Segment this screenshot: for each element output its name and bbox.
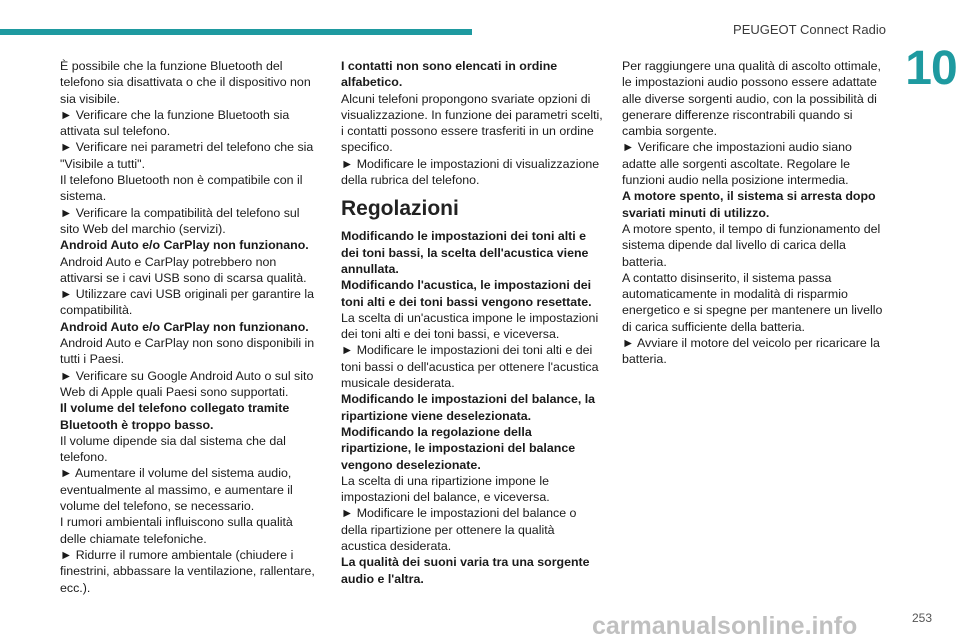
paragraph: Android Auto e CarPlay potrebbero non attivarsi se i cavi USB sono di scarsa qualità. (60, 254, 307, 285)
column-2-intro (341, 58, 603, 188)
column-3 (622, 58, 884, 368)
paragraph: ► Verificare su Google Android Auto o sul sito Web di Apple quali Paesi sono supportati. (60, 368, 314, 399)
paragraph: I rumori ambientali influiscono sulla qualità delle chiamate telefoniche. (60, 515, 293, 546)
header-accent-bar (0, 29, 472, 35)
paragraph: ► Verificare nei parametri del telefono che sia "Visibile a tutti". (60, 140, 314, 171)
paragraph: ► Modificare le impostazioni del balance o della ripartizione per ottenere la qualità acustica desiderata. (341, 506, 577, 554)
paragraph-heading: I contatti non sono elencati in ordine alfabetico. (341, 59, 558, 90)
paragraph-heading: Modificando le impostazioni dei toni alti e dei toni bassi, la scelta dell'acustica viene annullata. (341, 229, 589, 276)
paragraph-heading: Modificando l'acustica, le impostazioni dei toni alti e dei toni bassi vengono resettate. (341, 278, 592, 309)
column-1 (60, 58, 322, 596)
section-title: Regolazioni (341, 197, 459, 221)
paragraph-heading: Modificando le impostazioni del balance, la ripartizione viene deselezionata. (341, 392, 596, 423)
paragraph-heading: Android Auto e/o CarPlay non funzionano. (60, 238, 309, 253)
paragraph: ► Aumentare il volume del sistema audio, eventualmente al massimo, e aumentare il volume del telefono, se necessario. (60, 466, 293, 514)
paragraph: ► Modificare le impostazioni dei toni alti e dei toni bassi o dell'acustica per ottenere l'acustica musicale desiderata. (341, 343, 599, 391)
paragraph: Per raggiungere una qualità di ascolto ottimale, le impostazioni audio possono essere adattate alle diverse sorgenti audio, con la possibilità di generare differenze riscontrabili quando si cambia sorgente. (622, 59, 881, 139)
paragraph: Il volume dipende sia dal sistema che dal telefono. (60, 433, 286, 465)
paragraph: ► Utilizzare cavi USB originali per garantire la compatibilità. (60, 287, 314, 318)
paragraph: A motore spento, il tempo di funzionamento del sistema dipende dal livello di carica della batteria. (622, 221, 881, 269)
column-2 (341, 58, 603, 587)
header-title: PEUGEOT Connect Radio (733, 22, 886, 37)
page-number: 253 (911, 611, 932, 625)
paragraph: ► Verificare che impostazioni audio siano adatte alle sorgenti ascoltate. Regolare le funzioni audio nella posizione intermedia. (622, 140, 852, 188)
paragraph-heading: Modificando la regolazione della ripartizione, le impostazioni del balance vengono deselezionate. (341, 424, 576, 472)
paragraph: ► Avviare il motore del veicolo per ricaricare la batteria. (622, 336, 880, 367)
paragraph: ► Verificare che la funzione Bluetooth sia attivata sul telefono. (60, 107, 290, 139)
paragraph: ► Verificare la compatibilità del telefono sul sito Web del marchio (servizi). (60, 205, 300, 236)
paragraph: ► Ridurre il rumore ambientale (chiudere i finestrini, abbassare la ventilazione, rallentare, ecc.). (60, 547, 315, 595)
paragraph-heading: Android Auto e/o CarPlay non funzionano. (60, 319, 309, 334)
paragraph: A contatto disinserito, il sistema passa automaticamente in modalità di risparmio energetico e si spegne per mantenere un livello di carica sufficiente della batteria. (622, 270, 883, 334)
column-2-body (341, 228, 603, 587)
paragraph: Android Auto e CarPlay non sono disponibili in tutti i Paesi. (60, 336, 315, 367)
paragraph: La scelta di una ripartizione impone le impostazioni del balance, e viceversa. (341, 473, 550, 505)
paragraph: Alcuni telefoni propongono svariate opzioni di visualizzazione. In funzione dei parametri scelti, i contatti possono essere trasferiti in un ordine specifico. (341, 91, 603, 155)
paragraph-heading: A motore spento, il sistema si arresta dopo svariati minuti di utilizzo. (622, 189, 876, 220)
paragraph: È possibile che la funzione Bluetooth del telefono sia disattivata o che il dispositivo non sia visibile. (60, 59, 311, 106)
chapter-number: 10 (905, 41, 957, 95)
paragraph: La scelta di un'acustica impone le impostazioni dei toni alti e dei toni bassi, e viceversa. (341, 310, 599, 342)
paragraph-heading: La qualità dei suoni varia tra una sorgente audio e l'altra. (341, 555, 590, 586)
paragraph: ► Modificare le impostazioni di visualizzazione della rubrica del telefono. (341, 156, 600, 188)
paragraph-heading: Il volume del telefono collegato tramite Bluetooth è troppo basso. (60, 401, 290, 432)
watermark: carmanualsonline.info (592, 612, 858, 640)
paragraph: Il telefono Bluetooth non è compatibile con il sistema. (60, 173, 303, 204)
